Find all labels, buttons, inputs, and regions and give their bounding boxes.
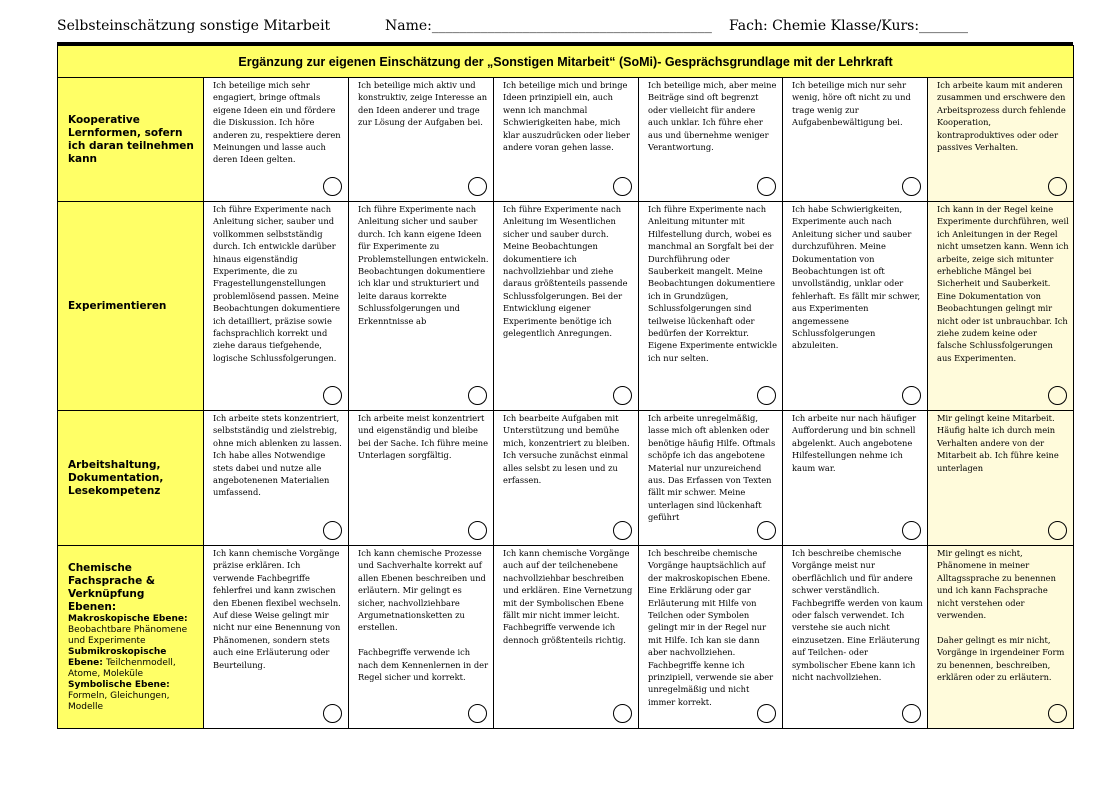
criterion-cell [783, 411, 928, 546]
criterion-cell [928, 202, 1074, 411]
criterion-text: Ich beteilige mich sehr engagiert, bringe oftmals eigene Ideen ein und fördere die Diskussion. Ich höre anderen zu, respektiere deren Meinungen und lasse auch deren Ideen gelten. [213, 80, 341, 165]
row-category-cooperation: Kooperative Lernformen, sofern ich daran teilnehmen kann [58, 78, 204, 202]
criterion-cell [639, 202, 783, 411]
criterion-text: Ich kann in der Regel keine Experimente durchführen, weil ich Anleitungen in der Regel nicht umsetzen kann. Wenn ich arbeite, zeige sich mitunter erhebliche Mängel bei Sicherheit und Sauberkeit. Eine Dokumentation von Beobachtungen gelingt mir nicht oder ist unbrauchbar. Ich ziehe zudem keine oder falsche Schlussfolgerungen aus Experimenten. [937, 204, 1069, 363]
criterion-text: Ich arbeite kaum mit anderen zusammen und erschwere den Arbeitsprozess durch fehlende Kooperation, kontraproduktives oder oder passives Verhalten. [937, 80, 1066, 153]
table-title: Ergänzung zur eigenen Einschätzung der „Sonstigen Mitarbeit“ (SoMi)- Gesprächsgrundlage mit der Lehrkraft [58, 46, 1074, 78]
name-field-label: Name:________________________________________ [385, 18, 712, 34]
criterion-cell [349, 411, 494, 546]
rating-checkbox[interactable] [613, 704, 632, 723]
criterion-cell [204, 202, 349, 411]
rating-checkbox[interactable] [902, 386, 921, 405]
criterion-text: Ich beschreibe chemische Vorgänge hauptsächlich auf der makroskopischen Ebene. Eine Erklärung oder gar Erläuterung mit Hilfe von Teilchen oder Symbolen gelingt mir in der Regel nur mit Hilfe. Ich kan sie dann aber nachvollziehen. Fachbegriffe kenne ich prinzipiell, verwende sie aber unregelmäßig und nicht immer korrekt. [648, 548, 774, 707]
category-level-macro: Makroskopische Ebene: Beobachtbare Phänomene und Experimente [68, 613, 188, 646]
criterion-text: Ich kann chemische Vorgänge auch auf der teilchenebene nachvollziehbar beschreiben und erklären. Eine Vernetzung mit der Symbolischen Ebene fällt mir nicht immer leicht. Fachbegriffe verwende ich dennoch größtenteils richtig. [503, 548, 633, 645]
criterion-text: Ich arbeite unregelmäßig, lasse mich oft ablenken oder benötige häufig Hilfe. Oftmals schöpfe ich das angebotene Material nur unzureichend aus. Das Erfassen von Texten fällt mir schwer. Meine unterlagen sind lückenhaft geführt [648, 413, 776, 523]
rating-checkbox[interactable] [757, 177, 776, 196]
criterion-text: Ich beschreibe chemische Vorgänge meist nur oberflächlich und für andere schwer verständlich. Fachbegriffe werden von kaum oder falsch verwendet. Ich verstehe sie auch nicht einzusetzen. Eine Erläuterung auf Teilchen- oder symbolischer Ebene kann ich nicht nachvollziehen. [792, 548, 923, 683]
criterion-text: Ich bearbeite Aufgaben mit Unterstützung und bemühe mich, konzentriert zu bleiben. Ich versuche zunächst einmal alles selsbt zu lesen und zu erfassen. [503, 413, 630, 486]
rating-checkbox[interactable] [468, 177, 487, 196]
criterion-text: Mir gelingt es nicht, Phänomene in meiner Alltagssprache zu benennen und ich kann Fachsprache nicht verstehen oder verwenden. Daher gelingt es mir nicht, Vorgänge in irgendeiner Form zu benennen, beschreiben, erklären oder zu erläutern. [937, 548, 1065, 683]
criterion-cell [494, 546, 639, 729]
rating-checkbox[interactable] [468, 521, 487, 540]
criterion-cell [639, 546, 783, 729]
criterion-text: Ich beteilige mich und bringe Ideen prinzipiell ein, auch wenn ich manchmal Schwierigkeiten habe, mich klar auszudrücken oder lieber andere voran gehen lasse. [503, 80, 630, 153]
criterion-cell [783, 546, 928, 729]
rating-checkbox[interactable] [468, 386, 487, 405]
rating-checkbox[interactable] [902, 177, 921, 196]
criterion-text: Ich kann chemische Prozesse und Sachverhalte korrekt auf allen Ebenen beschreiben und erläutern. Mir gelingt es sicher, nachvollziehbare Argumetnationsketten zu erstellen. Fachbegriffe verwende ich nach dem Kennenlernen in der Regel sicher und korrekt. [358, 548, 489, 683]
rating-checkbox[interactable] [902, 704, 921, 723]
rating-checkbox[interactable] [323, 386, 342, 405]
form-title: Selbsteinschätzung sonstige Mitarbeit [57, 18, 331, 34]
rating-checkbox[interactable] [1048, 177, 1067, 196]
assessment-table [57, 45, 1074, 729]
criterion-text: Ich beteilige mich aktiv und konstruktiv, zeige Interesse an den Ideen anderer und trage zur Lösung der Aufgaben bei. [358, 80, 488, 128]
criterion-cell [928, 78, 1074, 202]
criterion-text: Ich beteilige mich nur sehr wenig, höre oft nicht zu und trage wenig zur Aufgabenbewältigung bei. [792, 80, 911, 128]
rating-checkbox[interactable] [757, 386, 776, 405]
criterion-cell [494, 78, 639, 202]
criterion-text: Ich arbeite meist konzentriert und eigenständig und bleibe bei der Sache. Ich führe meine Unterlagen sorgfältig. [358, 413, 489, 461]
table-row [58, 202, 1074, 411]
criterion-cell [494, 411, 639, 546]
criterion-cell [349, 78, 494, 202]
page-header [57, 18, 1057, 38]
criterion-text: Ich beteilige mich, aber meine Beiträge sind oft begrenzt oder vielleicht für andere auch unklar. Ich führe eher aus und übernehme weniger Verantwortung. [648, 80, 777, 153]
criterion-text: Ich habe Schwierigkeiten, Experimente auch nach Anleitung sicher und sauber durchzuführen. Meine Dokumentation von Beobachtungen ist oft unvollständig, unklar oder fehlerhaft. Es fällt mir schwer, aus Experimenten angemessene Schlussfolgerungen abzuleiten. [792, 204, 921, 351]
criterion-text: Ich führe Experimente nach Anleitung mitunter mit Hilfestellung durch, wobei es manchmal an Sorgfalt bei der Durchführung oder Sauberkeit mangelt. Meine Beobachtungen dokumentiere ich in Grundzügen, Schlussfolgerungen sind teilweise lückenhaft oder bedürfen der Korrektur. Eigene Experimente entwickle ich nur selten. [648, 204, 777, 363]
rating-checkbox[interactable] [323, 521, 342, 540]
criterion-cell [204, 78, 349, 202]
table-row [58, 411, 1074, 546]
row-category-work-attitude: Arbeitshaltung, Dokumentation, Lesekompetenz [58, 411, 204, 546]
subject-class-label: Fach: Chemie Klasse/Kurs:_______ [729, 18, 969, 34]
category-heading: Chemische Fachsprache & Verknüpfung Ebenen: [68, 561, 156, 613]
rating-checkbox[interactable] [613, 386, 632, 405]
rating-checkbox[interactable] [1048, 521, 1067, 540]
criterion-cell [349, 546, 494, 729]
rating-checkbox[interactable] [323, 177, 342, 196]
criterion-cell [204, 546, 349, 729]
criterion-cell [928, 411, 1074, 546]
criterion-cell [639, 78, 783, 202]
rating-checkbox[interactable] [613, 521, 632, 540]
category-level-submicro: Submikroskopische Ebene: Teilchenmodell, Atome, Moleküle [68, 646, 176, 679]
criterion-cell [349, 202, 494, 411]
row-category-chemistry-language [58, 546, 204, 729]
criterion-text: Ich führe Experimente nach Anleitung sicher, sauber und vollkommen selbstständig durch. Ich entwickle darüber hinaus eigenständig Experimente, die zu Fragestellungenstellungen problemlösend passen. Meine Beobachtungen dokumentiere ich detailliert, präzise sowie fachsprachlich korrekt und ziehe daraus tiefgehende, logische Schlussfolgerungen. [213, 204, 341, 363]
rating-checkbox[interactable] [1048, 386, 1067, 405]
criterion-cell [783, 202, 928, 411]
row-category-experimenting: Experimentieren [58, 202, 204, 411]
table-row [58, 78, 1074, 202]
criterion-cell [494, 202, 639, 411]
criterion-text: Ich führe Experimente nach Anleitung sicher und sauber durch. Ich kann eigene Ideen für Experimente zu Problemstellungen entwickeln. Beobachtungen dokumentiere ich klar und strukturiert und leite daraus korrekte Schlussfolgerungen und Erkenntnisse ab [358, 204, 489, 326]
criterion-text: Ich kann chemische Vorgänge präzise erklären. Ich verwende Fachbegriffe fehlerfrei und kann zwischen den Ebenen flexibel wechseln. Auf diese Weise gelingt mir nicht nur eine Benennung von Phänomenen, sondern stets auch eine Erläuterung oder Beurteilung. [213, 548, 341, 670]
criterion-cell [639, 411, 783, 546]
category-level-symbolic: Symbolische Ebene: Formeln, Gleichungen, Modelle [68, 679, 170, 712]
rating-checkbox[interactable] [468, 704, 487, 723]
rating-checkbox[interactable] [757, 704, 776, 723]
criterion-cell [783, 78, 928, 202]
rating-checkbox[interactable] [613, 177, 632, 196]
criterion-cell [204, 411, 349, 546]
criterion-text: Ich arbeite nur nach häufiger Aufforderung und bin schnell abgelenkt. Auch angebotene Hilfestellungen nehme ich kaum war. [792, 413, 917, 473]
rating-checkbox[interactable] [757, 521, 776, 540]
table-row [58, 546, 1074, 729]
rating-checkbox[interactable] [902, 521, 921, 540]
criterion-text: Mir gelingt keine Mitarbeit. Häufig halte ich durch mein Verhalten andere von der Mitarbeit ab. Ich führe keine unterlagen [937, 413, 1059, 473]
criterion-text: Ich führe Experimente nach Anleitung im Wesentlichen sicher und sauber durch. Meine Beobachtungen dokumentiere ich nachvollziehbar und ziehe daraus größtenteils passende Schlussfolgerungen. Bei der Entwicklung eigener Experimente benötige ich gelegentlich Anregungen. [503, 204, 628, 339]
criterion-cell [928, 546, 1074, 729]
criterion-text: Ich arbeite stets konzentriert, selbstständig und zielstrebig, ohne mich ablenken zu lassen. Ich habe alles Notwendige stets dabei und nutze alle angebotenenen Materialien umfassend. [213, 413, 342, 498]
rating-checkbox[interactable] [323, 704, 342, 723]
rating-checkbox[interactable] [1048, 704, 1067, 723]
